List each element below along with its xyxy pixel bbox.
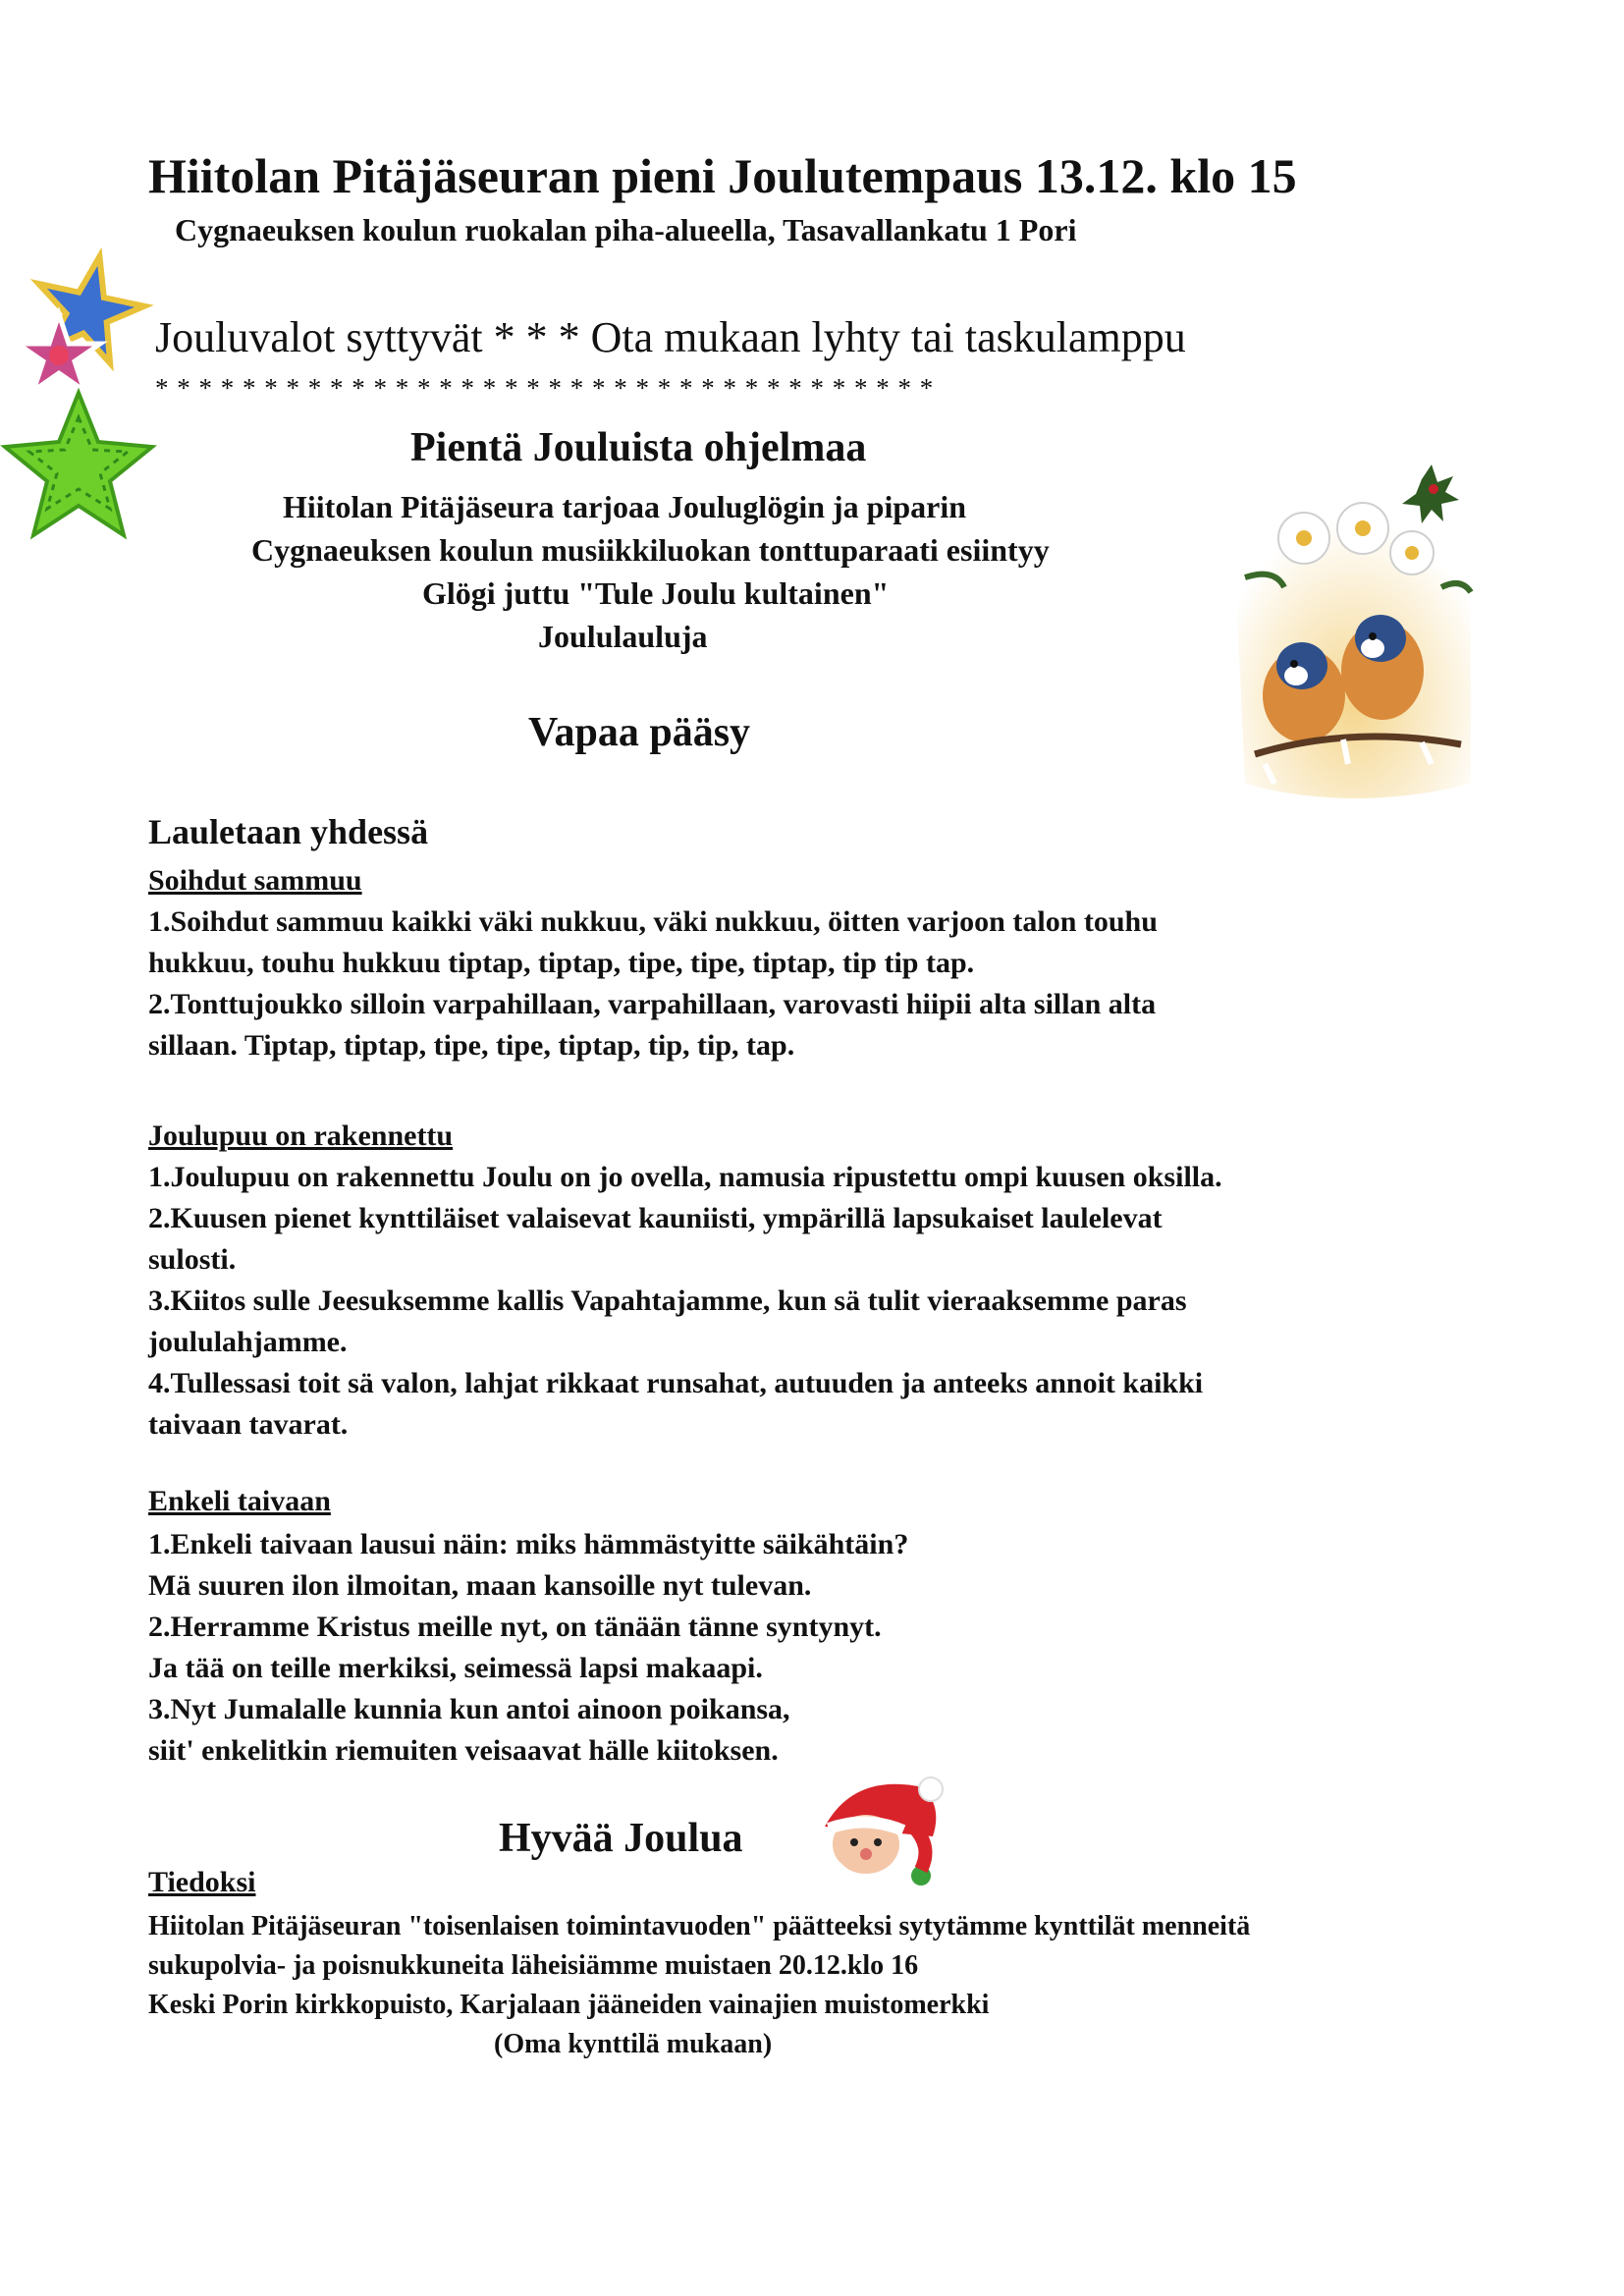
notice-text bbox=[148, 1907, 1250, 2064]
page-title: Hiitolan Pitäjäseuran pieni Joulutempaus 13.12. klo 15 bbox=[148, 148, 1297, 203]
song-title: Joulupuu on rakennettu bbox=[148, 1120, 454, 1152]
song-lyrics bbox=[148, 1524, 908, 1772]
lyric-line: siit' enkelitkin riemuiten veisaavat hälle kiitoksen. bbox=[148, 1734, 779, 1767]
program-item: Cygnaeuksen koulun musiikkiluokan tonttuparaati esiintyy bbox=[251, 532, 1050, 568]
lyric-line: 1.Soihdut sammuu kaikki väki nukkuu, väki nukkuu, öitten varjoon talon touhu bbox=[148, 905, 1158, 938]
program-item: Glögi juttu "Tule Joulu kultainen" bbox=[422, 575, 890, 611]
lyric-line: sulosti. bbox=[148, 1243, 237, 1276]
notice-line: (Oma kynttilä mukaan) bbox=[494, 2029, 773, 2059]
notice-line: sukupolvia- ja poisnukkuneita läheisiämme muistaen 20.12.klo 16 bbox=[148, 1950, 919, 1981]
song-lyrics bbox=[148, 902, 1158, 1066]
lyric-line: taivaan tavarat. bbox=[148, 1408, 349, 1441]
santa-icon bbox=[805, 1768, 952, 1895]
stars-divider: * * * * * * * * * * * * * * * * * * * * * * * * * * * * * * * * * * * * bbox=[155, 373, 935, 403]
free-entry: Vapaa pääsy bbox=[528, 710, 751, 755]
lyric-line: 1.Joulupuu on rakennettu Joulu on jo ovella, namusia ripustettu ompi kuusen oksilla. bbox=[148, 1161, 1222, 1193]
notice-heading: Tiedoksi bbox=[148, 1866, 256, 1898]
lyric-line: 3.Kiitos sulle Jeesuksemme kallis Vapahtajamme, kun sä tulit vieraaksemme paras bbox=[148, 1285, 1187, 1317]
program-heading: Pientä Jouluista ohjelmaa bbox=[410, 425, 867, 470]
songs-heading: Lauletaan yhdessä bbox=[148, 812, 429, 851]
lyric-line: sillaan. Tiptap, tiptap, tipe, tipe, tiptap, tip, tip, tap. bbox=[148, 1029, 795, 1062]
song-lyrics bbox=[148, 1157, 1222, 1446]
lyric-line: hukkuu, touhu hukkuu tiptap, tiptap, tipe, tipe, tiptap, tip tip tap. bbox=[148, 947, 975, 979]
program-item: Hiitolan Pitäjäseura tarjoaa Jouluglögin ja piparin bbox=[283, 489, 967, 524]
christmas-stars-icon bbox=[0, 246, 157, 570]
greeting: Hyvää Joulua bbox=[499, 1816, 743, 1861]
event-location: Cygnaeuksen koulun ruokalan piha-alueella, Tasavallankatu 1 Pori bbox=[175, 212, 1077, 247]
lyric-line: joululahjamme. bbox=[148, 1326, 348, 1358]
song-title: Enkeli taivaan bbox=[148, 1485, 331, 1517]
notice-line: Keski Porin kirkkopuisto, Karjalaan jääneiden vainajien muistomerkki bbox=[148, 1990, 990, 2020]
lyric-line: 2.Kuusen pienet kynttiläiset valaisevat kauniisti, ympärillä lapsukaiset laulelevat bbox=[148, 1202, 1163, 1234]
lyric-line: Mä suuren ilon ilmoitan, maan kansoille nyt tulevan. bbox=[148, 1569, 812, 1602]
song-title: Soihdut sammuu bbox=[148, 864, 362, 897]
notice-line: Hiitolan Pitäjäseuran "toisenlaisen toimintavuoden" päätteeksi sytytämme kynttilät menneitä bbox=[148, 1911, 1251, 1941]
winter-birds-icon bbox=[1225, 460, 1481, 823]
program-item: Joululauluja bbox=[538, 619, 708, 654]
lyric-line: Ja tää on teille merkiksi, seimessä lapsi makaapi. bbox=[148, 1652, 763, 1684]
lyric-line: 3.Nyt Jumalalle kunnia kun antoi ainoon poikansa, bbox=[148, 1693, 790, 1725]
lyric-line: 4.Tullessasi toit sä valon, lahjat rikkaat runsahat, autuuden ja anteeks annoit kaikki bbox=[148, 1367, 1204, 1399]
lyric-line: 2.Tonttujoukko silloin varpahillaan, varpahillaan, varovasti hiipii alta sillan alta bbox=[148, 988, 1157, 1020]
lyric-line: 2.Herramme Kristus meille nyt, on tänään tänne syntynyt. bbox=[148, 1611, 882, 1643]
lyric-line: 1.Enkeli taivaan lausui näin: miks hämmästyitte säikähtäin? bbox=[148, 1528, 909, 1560]
lights-line: Jouluvalot syttyvät * * * Ota mukaan lyhty tai taskulamppu bbox=[155, 313, 1186, 361]
